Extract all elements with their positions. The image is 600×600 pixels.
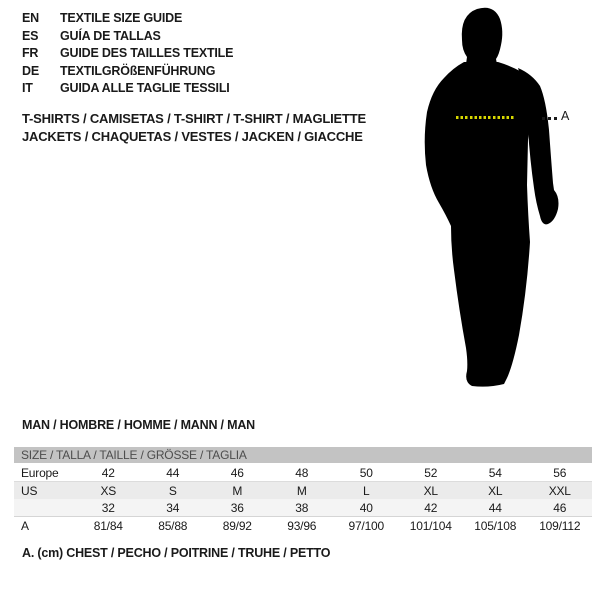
language-code: EN: [22, 11, 39, 25]
language-code: FR: [22, 46, 39, 60]
size-cell: 54: [488, 465, 502, 480]
language-row: [22, 28, 233, 46]
size-cell: XL: [488, 483, 503, 498]
size-cell: 44: [488, 500, 502, 515]
language-row: [22, 45, 233, 63]
chest-measure-line: [456, 116, 515, 119]
language-row: [22, 10, 233, 28]
size-cell: M: [232, 483, 243, 498]
category-line-tshirts: T-SHIRTS / CAMISETAS / T-SHIRT / T-SHIRT / MAGLIETTE: [22, 111, 366, 126]
size-table: [14, 447, 592, 534]
category-heading: [22, 110, 366, 145]
language-title: TEXTILE SIZE GUIDE: [60, 11, 183, 25]
chest-measure-line-extension: [542, 117, 558, 120]
size-cell: 56: [553, 465, 567, 480]
size-cell: 89/92: [222, 518, 252, 533]
size-cell: 46: [230, 465, 244, 480]
size-row-label: Europe: [21, 465, 59, 480]
size-cell: 93/96: [287, 518, 317, 533]
size-row-europe: [14, 464, 592, 482]
language-list: [22, 10, 233, 98]
language-code: IT: [22, 81, 33, 95]
size-cell: L: [363, 483, 370, 498]
size-cell: 40: [359, 500, 373, 515]
size-cell: 44: [166, 465, 180, 480]
size-cell: 46: [553, 500, 567, 515]
size-cell: XXL: [548, 483, 571, 498]
language-title: GUIDE DES TAILLES TEXTILE: [60, 46, 234, 60]
language-title: TEXTILGRÖßENFÜHRUNG: [60, 63, 216, 78]
size-table-header: SIZE / TALLA / TAILLE / GRÖSSE / TAGLIA: [14, 447, 592, 463]
size-cell: 101/104: [409, 518, 452, 533]
size-cell: 50: [359, 465, 373, 480]
size-cell: XL: [423, 483, 438, 498]
chest-measure-label: A: [561, 109, 570, 123]
size-cell: XS: [100, 483, 117, 498]
size-cell: M: [296, 483, 307, 498]
size-cell: 34: [166, 500, 180, 515]
size-cell: 52: [424, 465, 438, 480]
size-cell: 42: [424, 500, 438, 515]
size-cell: 32: [101, 500, 115, 515]
category-line-jackets: JACKETS / CHAQUETAS / VESTES / JACKEN / GIACCHE: [22, 128, 363, 144]
size-cell: 109/112: [539, 518, 581, 533]
language-row: [22, 80, 233, 98]
language-code: ES: [22, 28, 39, 43]
size-cell: 42: [101, 465, 115, 480]
size-cell: 85/88: [158, 518, 188, 533]
man-body-shape: [425, 62, 534, 387]
size-row-unlabeled: [14, 499, 592, 517]
size-cell: S: [168, 483, 177, 498]
man-head-shape: [462, 8, 502, 64]
size-row-chest-a: [14, 517, 592, 534]
language-title: GUIDA ALLE TAGLIE TESSILI: [60, 81, 230, 95]
gender-heading: MAN / HOMBRE / HOMME / MANN / MAN: [22, 418, 255, 432]
measurement-footnote: A. (cm) CHEST / PECHO / POITRINE / TRUHE / PETTO: [22, 546, 331, 560]
language-code: DE: [22, 63, 39, 78]
size-row-label: A: [21, 518, 29, 533]
size-cell: 97/100: [348, 518, 384, 533]
size-row-us: [14, 482, 592, 499]
man-silhouette: [400, 0, 600, 400]
size-cell: 48: [295, 465, 309, 480]
size-cell: 38: [295, 500, 309, 515]
language-row: [22, 63, 233, 81]
size-cell: 105/108: [474, 518, 517, 533]
size-cell: 36: [230, 500, 244, 515]
size-row-label: US: [21, 483, 38, 498]
language-title: GUÍA DE TALLAS: [60, 28, 161, 43]
size-cell: 81/84: [93, 518, 123, 533]
